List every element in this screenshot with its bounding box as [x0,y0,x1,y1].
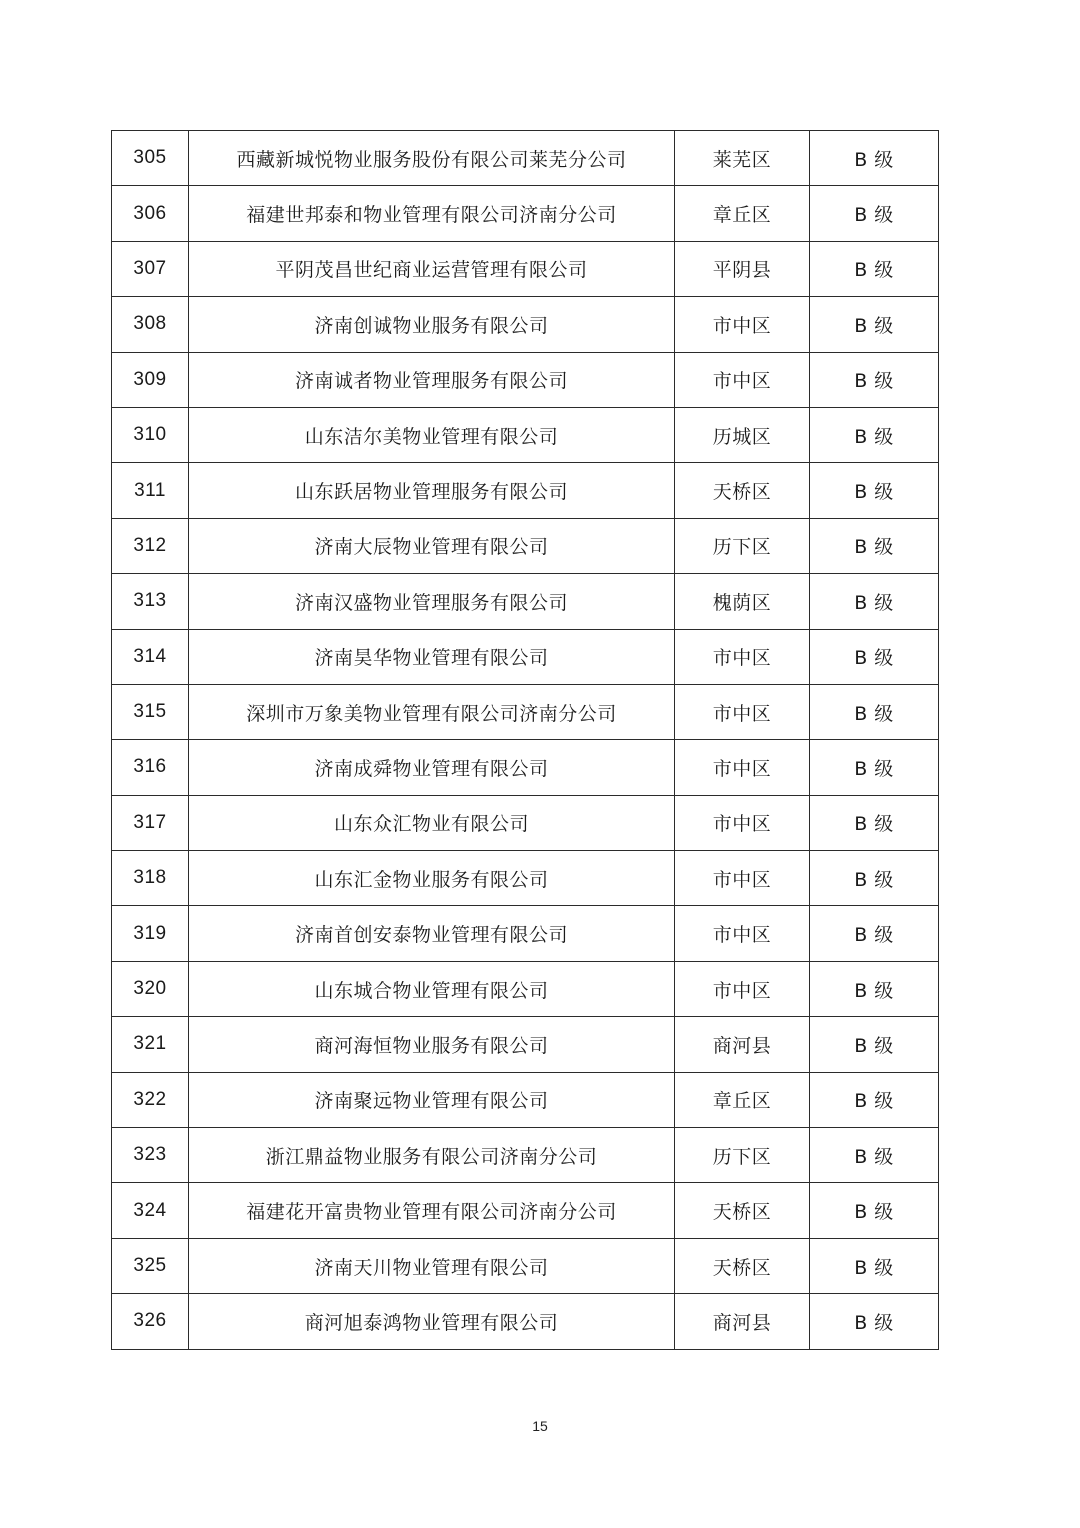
district-cell: 天桥区 [675,1183,810,1238]
district-cell: 平阴县 [675,241,810,296]
table-row [112,1238,939,1293]
company-name-cell: 山东众汇物业有限公司 [189,795,675,850]
grade-cell: B 级 [810,1183,939,1238]
company-name-cell: 济南首创安泰物业管理有限公司 [189,906,675,961]
company-name-cell: 山东城合物业管理有限公司 [189,961,675,1016]
table-row [112,407,939,462]
district-cell: 商河县 [675,1294,810,1349]
district-cell: 章丘区 [675,186,810,241]
table-row [112,574,939,629]
table-row [112,684,939,739]
company-name-cell: 济南聚远物业管理有限公司 [189,1072,675,1127]
table-row [112,352,939,407]
district-cell: 市中区 [675,352,810,407]
company-name-cell: 济南成舜物业管理有限公司 [189,740,675,795]
district-cell: 市中区 [675,740,810,795]
row-number-cell: 306 [112,186,189,241]
grade-cell: B 级 [810,131,939,186]
grade-cell: B 级 [810,1128,939,1183]
district-cell: 历下区 [675,1128,810,1183]
row-number-cell: 326 [112,1294,189,1349]
company-name-cell: 济南创诚物业服务有限公司 [189,297,675,352]
company-name-cell: 济南汉盛物业管理服务有限公司 [189,574,675,629]
table-row [112,1183,939,1238]
company-name-cell: 西藏新城悦物业服务股份有限公司莱芜分公司 [189,131,675,186]
row-number-cell: 314 [112,629,189,684]
company-name-cell: 山东跃居物业管理服务有限公司 [189,463,675,518]
row-number-cell: 321 [112,1017,189,1072]
company-name-cell: 济南大辰物业管理有限公司 [189,518,675,573]
company-name-cell: 深圳市万象美物业管理有限公司济南分公司 [189,684,675,739]
grade-cell: B 级 [810,241,939,296]
row-number-cell: 310 [112,407,189,462]
grade-cell: B 级 [810,1294,939,1349]
district-cell: 章丘区 [675,1072,810,1127]
grade-cell: B 级 [810,1072,939,1127]
company-name-cell: 济南诚者物业管理服务有限公司 [189,352,675,407]
row-number-cell: 307 [112,241,189,296]
table-row [112,851,939,906]
company-name-cell: 商河海恒物业服务有限公司 [189,1017,675,1072]
page-number: 15 [532,1418,548,1434]
table-row [112,629,939,684]
district-cell: 市中区 [675,961,810,1016]
district-cell: 天桥区 [675,1238,810,1293]
row-number-cell: 323 [112,1128,189,1183]
company-name-cell: 福建世邦泰和物业管理有限公司济南分公司 [189,186,675,241]
grade-cell: B 级 [810,1238,939,1293]
table-row [112,297,939,352]
row-number-cell: 316 [112,740,189,795]
table-row [112,241,939,296]
row-number-cell: 311 [112,463,189,518]
company-name-cell: 山东汇金物业服务有限公司 [189,851,675,906]
grade-cell: B 级 [810,740,939,795]
row-number-cell: 315 [112,684,189,739]
company-name-cell: 商河旭泰鸿物业管理有限公司 [189,1294,675,1349]
grade-cell: B 级 [810,574,939,629]
row-number-cell: 312 [112,518,189,573]
row-number-cell: 305 [112,131,189,186]
table-row [112,518,939,573]
company-name-cell: 济南昊华物业管理有限公司 [189,629,675,684]
grade-cell: B 级 [810,795,939,850]
table-row [112,906,939,961]
row-number-cell: 324 [112,1183,189,1238]
grade-cell: B 级 [810,1017,939,1072]
grade-cell: B 级 [810,629,939,684]
property-company-grade-table [111,130,939,1350]
row-number-cell: 319 [112,906,189,961]
company-name-cell: 山东洁尔美物业管理有限公司 [189,407,675,462]
table-body [112,131,939,1350]
table-row [112,1072,939,1127]
table-row [112,961,939,1016]
grade-cell: B 级 [810,684,939,739]
row-number-cell: 325 [112,1238,189,1293]
row-number-cell: 318 [112,851,189,906]
grade-cell: B 级 [810,407,939,462]
grade-cell: B 级 [810,518,939,573]
district-cell: 市中区 [675,795,810,850]
grade-cell: B 级 [810,463,939,518]
grade-cell: B 级 [810,851,939,906]
district-cell: 莱芜区 [675,131,810,186]
district-cell: 天桥区 [675,463,810,518]
table-row [112,1294,939,1349]
grade-cell: B 级 [810,186,939,241]
table-row [112,463,939,518]
row-number-cell: 317 [112,795,189,850]
district-cell: 市中区 [675,297,810,352]
grade-cell: B 级 [810,297,939,352]
district-cell: 市中区 [675,851,810,906]
grade-cell: B 级 [810,352,939,407]
district-cell: 市中区 [675,906,810,961]
company-name-cell: 济南天川物业管理有限公司 [189,1238,675,1293]
district-cell: 市中区 [675,629,810,684]
row-number-cell: 308 [112,297,189,352]
table-row [112,131,939,186]
table-row [112,186,939,241]
company-name-cell: 浙江鼎益物业服务有限公司济南分公司 [189,1128,675,1183]
table-row [112,740,939,795]
row-number-cell: 313 [112,574,189,629]
grade-cell: B 级 [810,906,939,961]
row-number-cell: 320 [112,961,189,1016]
district-cell: 历下区 [675,518,810,573]
grade-cell: B 级 [810,961,939,1016]
row-number-cell: 322 [112,1072,189,1127]
table-row [112,1017,939,1072]
company-name-cell: 平阴茂昌世纪商业运营管理有限公司 [189,241,675,296]
table-row [112,1128,939,1183]
company-name-cell: 福建花开富贵物业管理有限公司济南分公司 [189,1183,675,1238]
district-cell: 槐荫区 [675,574,810,629]
table-row [112,795,939,850]
row-number-cell: 309 [112,352,189,407]
district-cell: 商河县 [675,1017,810,1072]
district-cell: 历城区 [675,407,810,462]
district-cell: 市中区 [675,684,810,739]
